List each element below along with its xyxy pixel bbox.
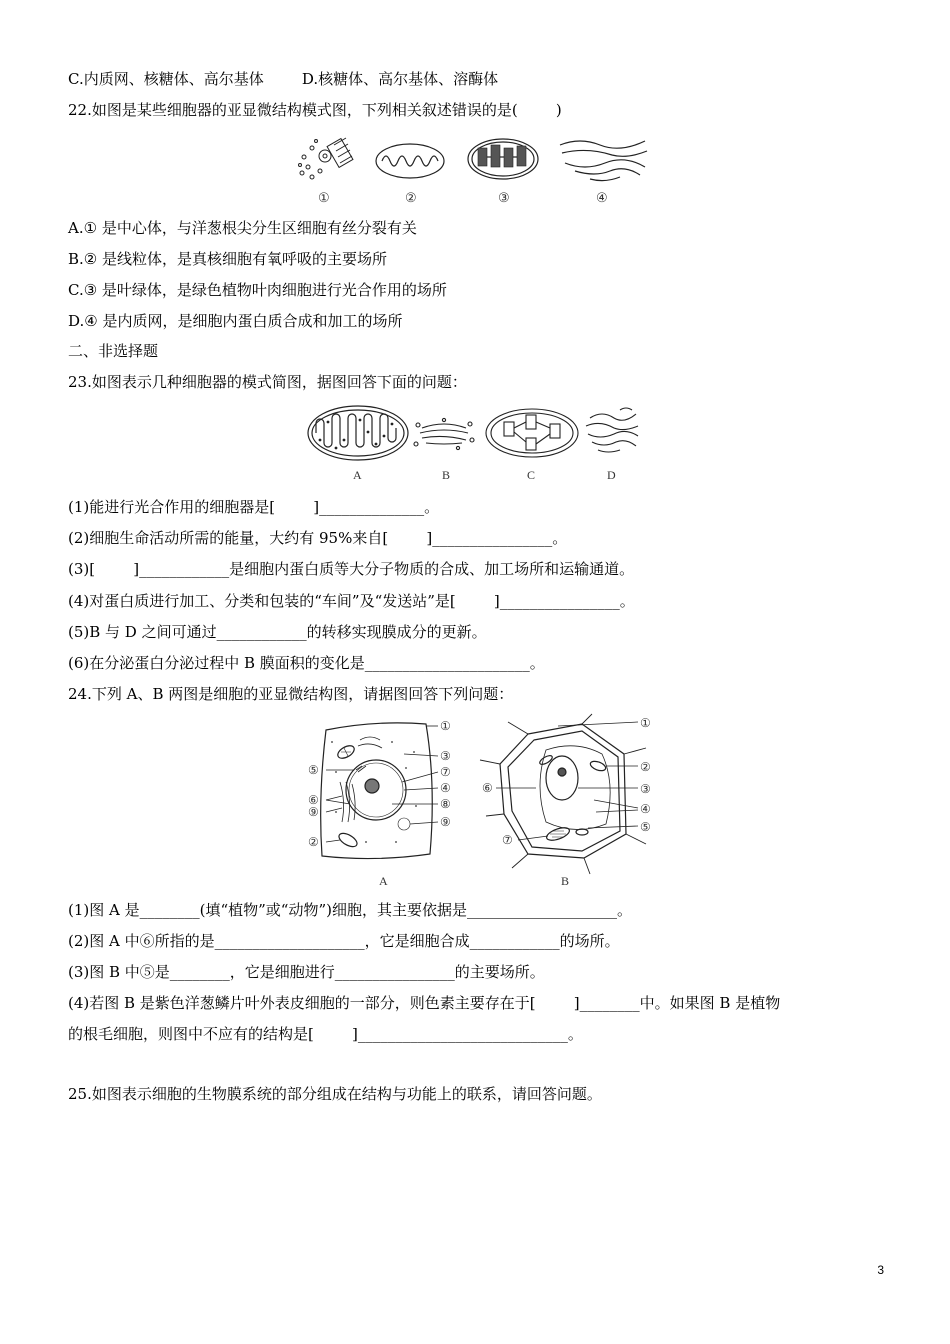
- q22-fig-label-3: ③: [498, 190, 510, 205]
- q24-b-label-5: ⑤: [640, 820, 651, 834]
- q24-item-2: (2)图 A 中⑥所指的是____________________，它是细胞合成____________的场所。: [68, 932, 620, 950]
- q23-item-2: (2)细胞生命活动所需的能量，大约有 95%来自[ ]________________。: [68, 529, 568, 547]
- q23-fig-label-d: D: [607, 468, 616, 482]
- q22-stem: 22.如图是某些细胞器的亚显微结构模式图，下列相关叙述错误的是( ): [68, 101, 562, 119]
- q24-a-label-2: ②: [308, 835, 319, 849]
- organelle-a-mitochondrion: [308, 406, 408, 460]
- q24-a-label-9b: ⑨: [440, 815, 451, 829]
- q22-figure: [290, 133, 660, 208]
- q23-figure: [300, 400, 650, 485]
- q24-a-label-5: ⑤: [308, 763, 319, 777]
- organelle-c-chloroplast: [486, 409, 578, 457]
- q24-fig-b-title: B: [561, 874, 570, 888]
- plant-cell-diagram: [480, 714, 646, 874]
- q23-stem: 23.如图表示几种细胞器的模式简图，据图回答下面的问题：: [68, 373, 467, 391]
- q24-item-4-cont: 的根毛细胞，则图中不应有的结构是[ ]____________________________。: [68, 1025, 583, 1043]
- q24-figure: [296, 712, 666, 892]
- page-number: 3: [877, 1263, 884, 1277]
- q21-options-cd: C.内质网、核糖体、高尔基体 D.核糖体、高尔基体、溶酶体: [68, 70, 499, 88]
- q24-a-label-8: ⑧: [440, 797, 451, 811]
- er-diagram: [560, 141, 647, 181]
- q23-item-5: (5)B 与 D 之间可通过____________的转移实现膜成分的更新。: [68, 623, 487, 641]
- q22-option-d: D.④ 是内质网，是细胞内蛋白质合成和加工的场所: [68, 312, 403, 330]
- q24-a-label-3: ③: [440, 749, 451, 763]
- q24-a-label-1: ①: [440, 719, 451, 733]
- q24-item-3: (3)图 B 中⑤是________，它是细胞进行________________的主要场所。: [68, 963, 545, 981]
- q24-fig-a-title: A: [379, 874, 388, 888]
- q24-b-label-6: ⑥: [482, 781, 493, 795]
- q23-item-3: (3)[ ]____________是细胞内蛋白质等大分子物质的合成、加工场所和运输通道。: [68, 560, 635, 578]
- organelle-d-er: [586, 408, 638, 452]
- q23-item-4: (4)对蛋白质进行加工、分类和包装的“车间”及“发送站”是[ ]________________。: [68, 592, 635, 610]
- section-heading: 二、非选择题: [68, 342, 159, 360]
- q23-fig-label-b: B: [442, 468, 451, 482]
- q24-b-label-4: ④: [640, 802, 651, 816]
- q24-b-label-1: ①: [640, 716, 651, 730]
- q22-fig-label-1: ①: [318, 190, 330, 205]
- q24-a-label-4: ④: [440, 781, 451, 795]
- q24-a-label-6: ⑥: [308, 793, 319, 807]
- q24-item-1: (1)图 A 是________(填“植物”或“动物”)细胞，其主要依据是____________________。: [68, 901, 632, 919]
- q22-option-c: C.③ 是叶绿体，是绿色植物叶肉细胞进行光合作用的场所: [68, 281, 447, 299]
- q24-b-label-3: ③: [640, 782, 651, 796]
- q22-fig-label-4: ④: [596, 190, 608, 205]
- q23-item-1: (1)能进行光合作用的细胞器是[ ]______________。: [68, 498, 440, 516]
- q24-b-label-7: ⑦: [502, 833, 513, 847]
- organelle-b-golgi: [414, 418, 474, 449]
- q22-option-a: A.① 是中心体，与洋葱根尖分生区细胞有丝分裂有关: [68, 219, 417, 237]
- q24-b-label-2: ②: [640, 760, 651, 774]
- q23-fig-label-a: A: [353, 468, 362, 482]
- q24-item-4: (4)若图 B 是紫色洋葱鳞片叶外表皮细胞的一部分，则色素主要存在于[ ]________中。如果图 B 是植物: [68, 994, 781, 1012]
- q23-item-6: (6)在分泌蛋白分泌过程中 B 膜面积的变化是______________________。: [68, 654, 545, 672]
- q24-a-label-7: ⑦: [440, 765, 451, 779]
- mitochondrion-diagram: [376, 144, 444, 178]
- animal-cell-diagram: [321, 723, 433, 859]
- q22-option-b: B.② 是线粒体，是真核细胞有氧呼吸的主要场所: [68, 250, 388, 268]
- q24-stem: 24.下列 A、B 两图是细胞的亚显微结构图，请据图回答下列问题：: [68, 685, 514, 703]
- q22-fig-label-2: ②: [405, 190, 417, 205]
- q23-fig-label-c: C: [527, 468, 536, 482]
- centriole-diagram: [299, 138, 353, 179]
- q25-stem: 25.如图表示细胞的生物膜系统的部分组成在结构与功能上的联系，请回答问题。: [68, 1085, 602, 1103]
- chloroplast-diagram: [468, 139, 538, 179]
- q24-a-label-9: ⑨: [308, 805, 319, 819]
